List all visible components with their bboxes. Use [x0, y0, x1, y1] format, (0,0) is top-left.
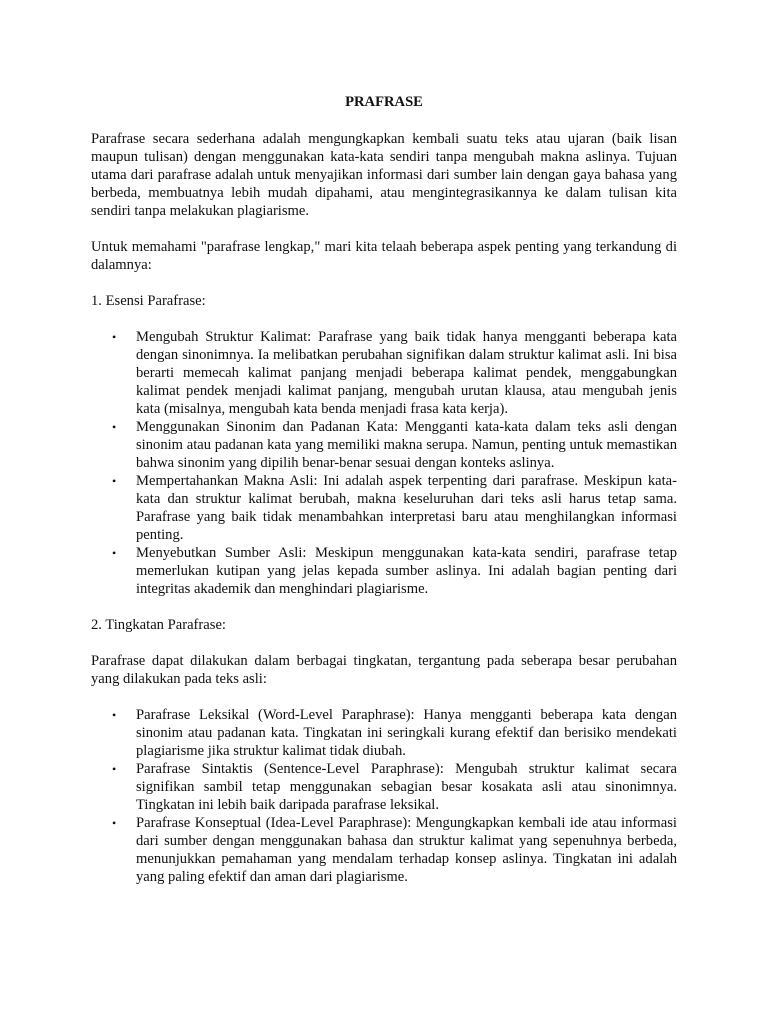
bullet-icon: • — [112, 546, 117, 560]
bullet-icon: • — [112, 330, 117, 344]
list-item: • Mengubah Struktur Kalimat: Parafrase yang baik tidak hanya mengganti beberapa kata dengan sinonimnya. Ia melibatkan perubahan signifikan dalam struktur kalimat asli. Ini bisa berarti memecah kalimat panjang menjadi beberapa kalimat pendek, menggabungkan kalimat pendek menjadi kalimat panjang, mengubah urutan klausa, atau mengubah jenis kata (misalnya, mengubah kata benda menjadi frasa kata kerja). — [112, 329, 677, 417]
list-item: • Menyebutkan Sumber Asli: Meskipun menggunakan kata-kata sendiri, parafrase tetap memerlukan kutipan yang jelas kepada sumber aslinya. Ini adalah bagian penting dari integritas akademik dan menghindari plagiarisme. — [112, 545, 677, 597]
section-1-heading: 1. Esensi Parafrase: — [91, 293, 206, 309]
section-2-heading: 2. Tingkatan Parafrase: — [91, 617, 226, 633]
list-item: • Menggunakan Sinonim dan Padanan Kata: Mengganti kata-kata dalam teks asli dengan sinonim atau padanan kata yang memiliki makna serupa. Namun, penting untuk memastikan bahwa sinonim yang dipilih benar-benar sesuai dengan konteks aslinya. — [112, 419, 677, 471]
bullet-icon: • — [112, 762, 117, 776]
document-page — [91, 92, 677, 904]
list-item: • Parafrase Sintaktis (Sentence-Level Paraphrase): Mengubah struktur kalimat secara signifikan sambil tetap menggunakan sebagian besar kosakata asli atau sinonimnya. Tingkatan ini lebih baik daripada parafrase leksikal. — [112, 761, 677, 813]
list-item: • Parafrase Leksikal (Word-Level Paraphrase): Hanya mengganti beberapa kata dengan sinonim atau padanan kata. Tingkatan ini seringkali kurang efektif dan berisiko mendekati plagiarisme jika struktur kalimat tidak diubah. — [112, 707, 677, 759]
lead-paragraph: Untuk memahami "parafrase lengkap," mari kita telaah beberapa aspek penting yang terkandung di dalamnya: — [91, 239, 677, 273]
list-item: • Mempertahankan Makna Asli: Ini adalah aspek terpenting dari parafrase. Meskipun kata-kata dan struktur kalimat berubah, makna keseluruhan dari teks asli harus tetap sama. Parafrase yang baik tidak menambahkan interpretasi baru atau menghilangkan informasi penting. — [112, 473, 677, 543]
section-2-list — [91, 706, 677, 886]
intro-paragraph: Parafrase secara sederhana adalah mengungkapkan kembali suatu teks atau ujaran (baik lisan maupun tulisan) dengan menggunakan kata-kata sendiri tanpa mengubah makna aslinya. Tujuan utama dari parafrase adalah untuk menyajikan informasi dari sumber lain dengan gaya bahasa yang berbeda, membuatnya lebih mudah dipahami, atau mengintegrasikannya ke dalam tulisan kita sendiri tanpa melakukan plagiarisme. — [91, 131, 677, 219]
section-1-list — [91, 328, 677, 598]
list-item: • Parafrase Konseptual (Idea-Level Paraphrase): Mengungkapkan kembali ide atau informasi dari sumber dengan menggunakan bahasa dan struktur kalimat yang sepenuhnya berbeda, menunjukkan pemahaman yang mendalam terhadap konsep aslinya. Tingkatan ini adalah yang paling efektif dan aman dari plagiarisme. — [112, 815, 677, 885]
section-2-intro: Parafrase dapat dilakukan dalam berbagai tingkatan, tergantung pada seberapa besar perubahan yang dilakukan pada teks asli: — [91, 653, 677, 687]
bullet-icon: • — [112, 708, 117, 722]
bullet-icon: • — [112, 420, 117, 434]
bullet-icon: • — [112, 816, 117, 830]
document-title: PRAFRASE — [345, 94, 423, 110]
bullet-icon: • — [112, 474, 117, 488]
